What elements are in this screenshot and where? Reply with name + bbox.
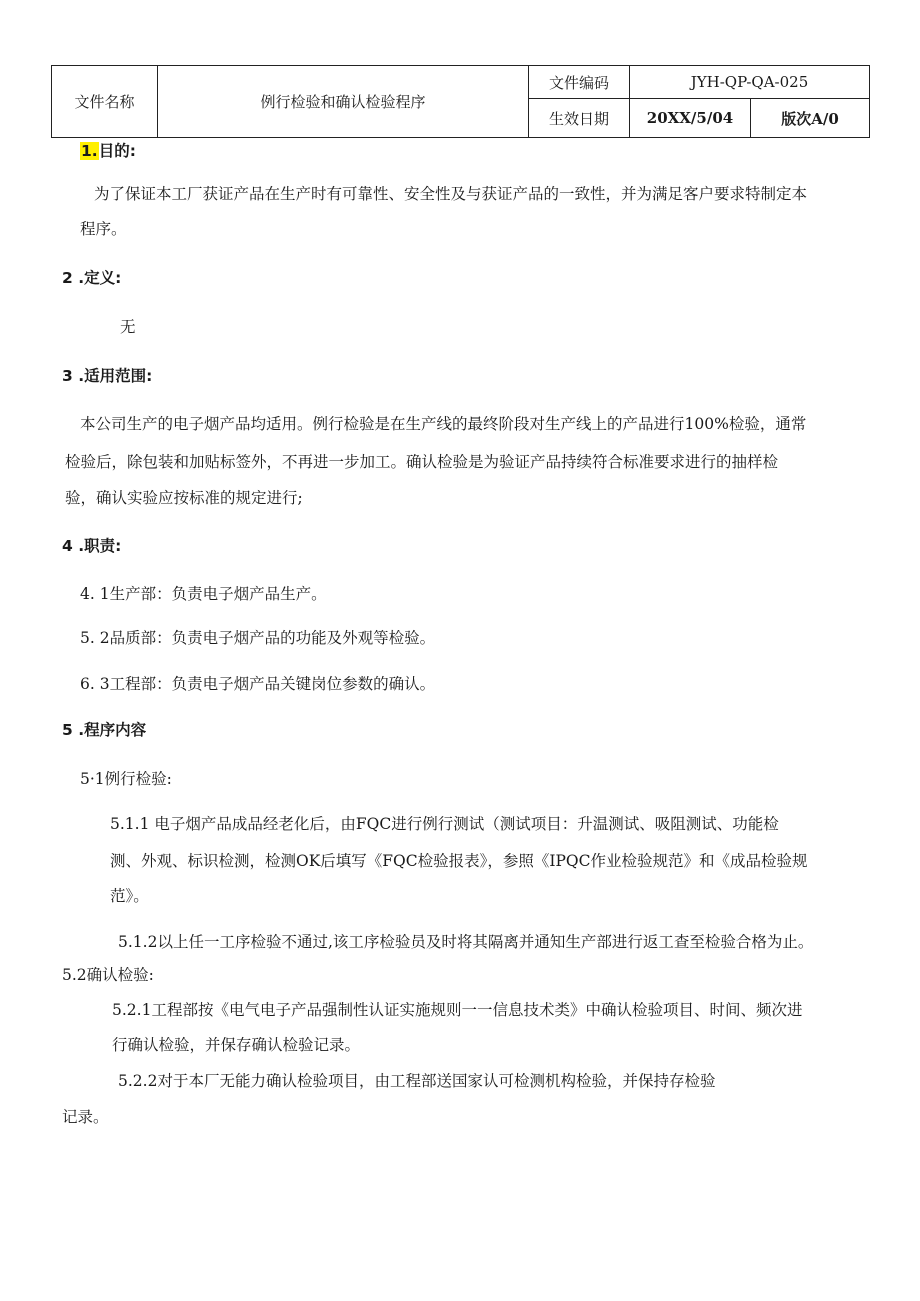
version-label: 版次A/0 <box>751 99 870 138</box>
file-code-value: JYH-QP-QA-025 <box>630 66 870 99</box>
section-3-title: .适用范围: <box>78 367 153 385</box>
file-code-label: 文件编码 <box>529 66 630 99</box>
para-5-2-1-line-2: 行确认检验，并保存确认检验记录。 <box>112 1036 361 1054</box>
section-3-line-2: 检验后，除包装和加贴标签外，不再进一步加工。确认检验是为验证产品持续符合标准要求进行的抽样检 <box>65 453 779 471</box>
section-2-number: 2 <box>62 269 73 287</box>
subsection-5-2-title: 5.2确认检验: <box>62 966 154 984</box>
section-4-heading <box>62 536 121 556</box>
para-5-2-1-line-1: 5.2.1工程部按《电气电子产品强制性认证实施规则一一信息技术类》中确认检验项目、时间、频次进 <box>112 1001 803 1019</box>
section-3-number: 3 <box>62 367 73 385</box>
subsection-5-1-title: 5·1例行检验: <box>80 770 172 788</box>
section-1-title: 目的: <box>98 142 136 160</box>
section-1-line-2: 程序。 <box>80 220 127 238</box>
section-1-heading <box>80 141 136 161</box>
effective-date-value: 20XX/5/04 <box>630 99 751 138</box>
section-5-heading <box>62 720 146 740</box>
para-5-2-2-line-1: 5.2.2对于本厂无能力确认检验项目，由工程部送国家认可检测机构检验，并保持存检验 <box>118 1072 716 1090</box>
para-5-1-2: 5.1.2以上任一工序检验不通过,该工序检验员及时将其隔离并通知生产部进行返工查至检验合格为止。 <box>118 933 814 951</box>
para-5-1-1-line-1: 5.1.1 电子烟产品成品经老化后，由FQC进行例行测试（测试项目：升温测试、吸阻测试、功能检 <box>110 815 779 833</box>
section-2-title: .定义: <box>78 269 122 287</box>
document-header-table <box>51 65 870 138</box>
section-4-number: 4 <box>62 537 73 555</box>
file-name-label: 文件名称 <box>52 66 158 138</box>
duty-item-engineering: 6. 3工程部：负责电子烟产品关键岗位参数的确认。 <box>80 675 436 693</box>
section-2-heading <box>62 268 121 288</box>
para-5-1-1-line-2: 测、外观、标识检测，检测OK后填写《FQC检验报表》，参照《IPQC作业检验规范》和《成品检验规 <box>110 852 808 870</box>
file-name-value: 例行检验和确认检验程序 <box>158 66 529 138</box>
section-3-heading <box>62 366 152 386</box>
duty-item-quality: 5. 2品质部：负责电子烟产品的功能及外观等检验。 <box>80 629 436 647</box>
para-5-2-2-line-2: 记录。 <box>62 1108 109 1126</box>
section-4-title: .职责: <box>78 537 122 555</box>
section-2-body: 无 <box>120 318 136 336</box>
section-1-number: 1. <box>81 142 98 160</box>
section-3-line-3: 验，确认实验应按标准的规定进行; <box>65 489 303 507</box>
effective-date-label: 生效日期 <box>529 99 630 138</box>
section-1-line-1: 为了保证本工厂获证产品在生产时有可靠性、安全性及与获证产品的一致性，并为满足客户要求特制定本 <box>94 185 808 203</box>
section-5-number: 5 <box>62 721 73 739</box>
duty-item-production: 4. 1生产部：负责电子烟产品生产。 <box>80 585 327 603</box>
section-3-line-1: 本公司生产的电子烟产品均适用。例行检验是在生产线的最终阶段对生产线上的产品进行100%检验，通常 <box>80 415 807 433</box>
para-5-1-1-line-3: 范》。 <box>110 887 149 905</box>
section-5-title: .程序内容 <box>78 721 147 739</box>
